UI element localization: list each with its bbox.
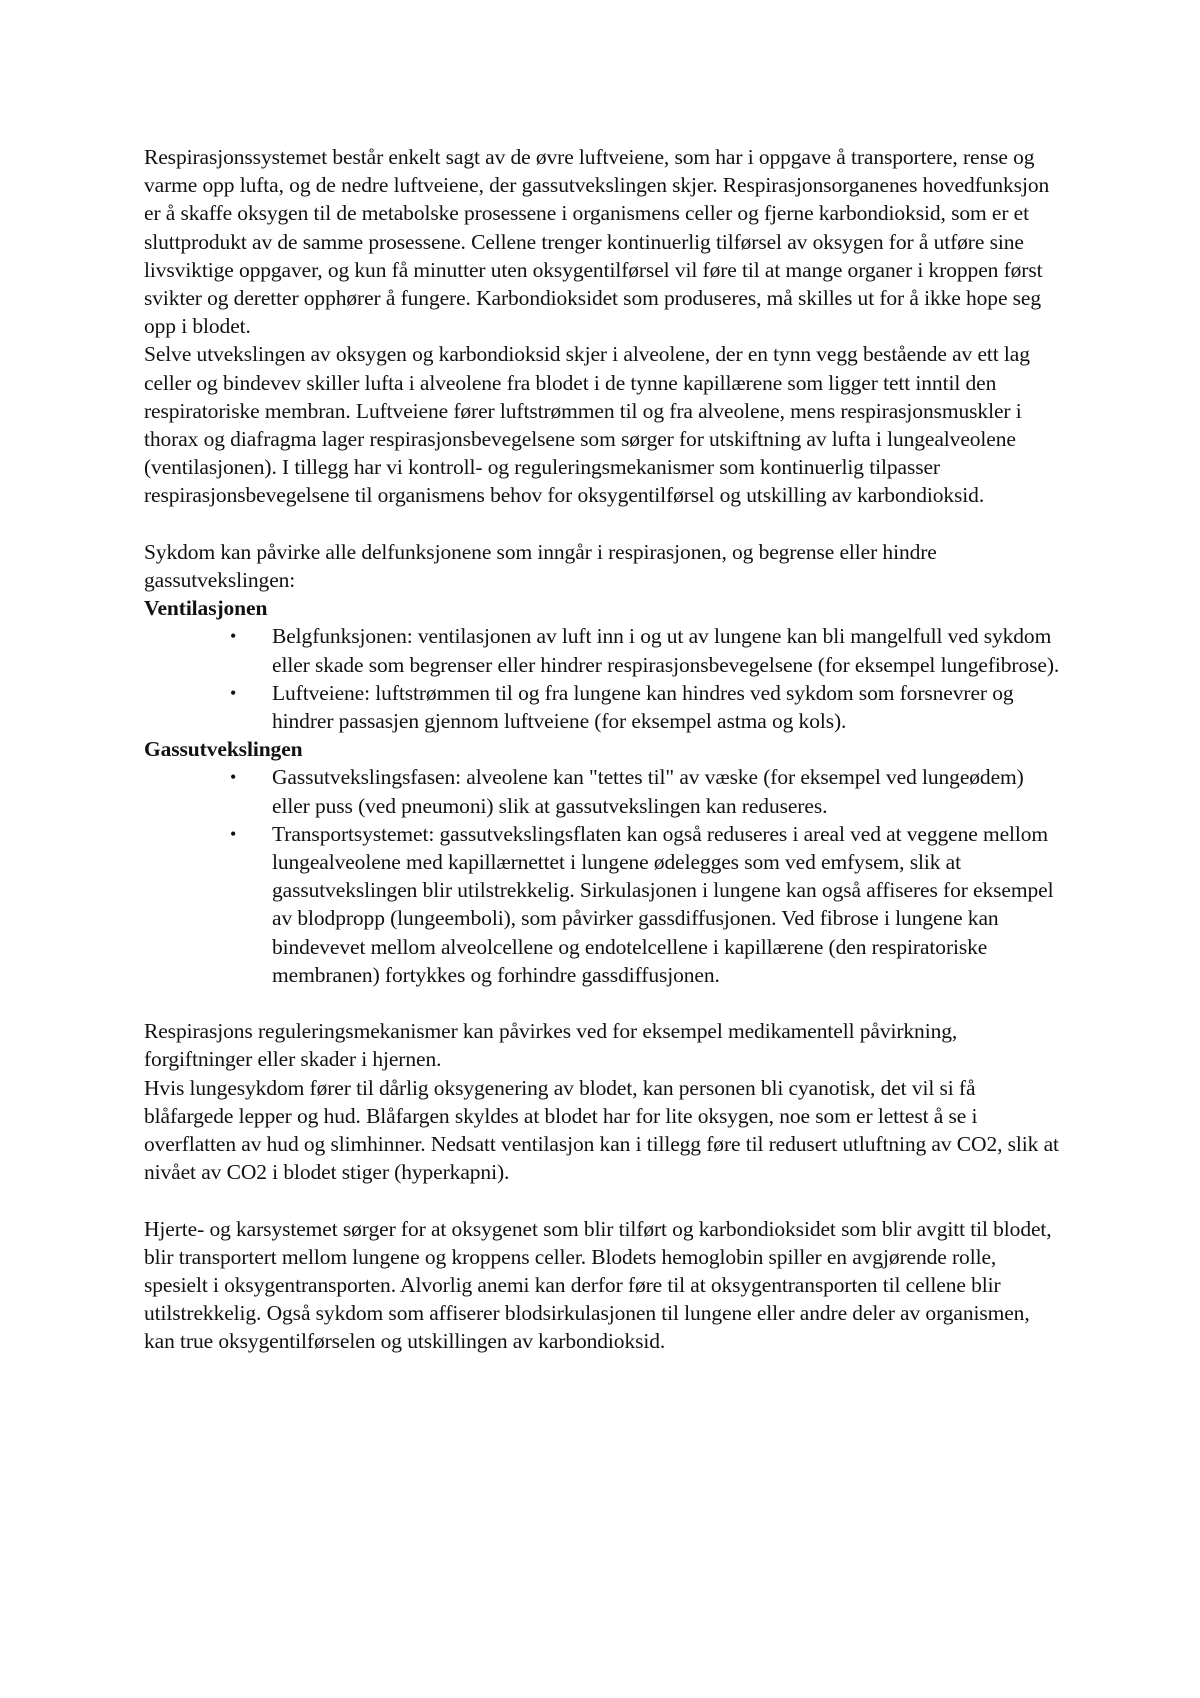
list-item-text: Belgfunksjonen: ventilasjonen av luft inn i og ut av lungene kan bli mangelfull ved sykdom eller skade som begrenser eller hindrer respirasjonsbevegelsene (for eksempel lungefibrose). xyxy=(272,624,1060,677)
paragraph-spacer xyxy=(144,510,1064,538)
bullet-icon: • xyxy=(230,823,237,844)
cyanosis-paragraph: Hvis lungesykdom fører til dårlig oksygenering av blodet, kan personen bli cyanotisk, det vil si få blåfargede lepper og hud. Blåfargen skyldes at blodet har for lite oksygen, noe som er lettest å se i overflatten av hud og slimhinner. Nedsatt ventilasjon kan i tillegg føre til redusert utluftning av CO2, slik at nivået av CO2 i blodet stiger (hyperkapni). xyxy=(144,1075,1059,1185)
bullet-icon: • xyxy=(230,626,237,647)
paragraph-spacer xyxy=(144,1186,1064,1214)
ventilation-heading: Ventilasjonen xyxy=(144,596,268,621)
list-item-text: Gassutvekslingsfasen: alveolene kan "tettes til" av væske (for eksempel ved lungeødem) eller puss (ved pneumoni) slik at gassutvekslingen kan reduseres. xyxy=(272,765,1024,818)
paragraph-spacer xyxy=(144,989,1064,1017)
list-item xyxy=(144,622,1064,678)
list-item xyxy=(144,679,1064,735)
bullet-icon: • xyxy=(230,767,237,788)
document-page xyxy=(144,143,1064,1356)
regulation-paragraph: Respirasjons reguleringsmekanismer kan påvirkes ved for eksempel medikamentell påvirkning, forgiftninger eller skader i hjernen. xyxy=(144,1019,958,1072)
ventilation-list xyxy=(144,622,1064,735)
disease-intro-paragraph: Sykdom kan påvirke alle delfunksjonene som inngår i respirasjonen, og begrense eller hindre gassutvekslingen: xyxy=(144,539,937,593)
intro-paragraph-2: Selve utvekslingen av oksygen og karbondioksid skjer i alveolene, der en tynn vegg bestående av ett lag celler og bindevev skiller lufta i alveolene fra blodet i de tynne kapillærene som ligger tett inntil den respiratoriske membran. Luftveiene fører luftstrømmen til og fra alveolene, mens respirasjonsmuskler i thorax og diafragma lager respirasjonsbevegelsene som sørger for utskiftning av lufta i lungealveolene (ventilasjonen). I tillegg har vi kontroll- og reguleringsmekanismer som kontinuerlig tilpasser respirasjonsbevegelsene til organismens behov for oksygentilførsel og utskilling av karbondioksid. xyxy=(144,342,1030,508)
intro-paragraph-1: Respirasjonssystemet består enkelt sagt av de øvre luftveiene, som har i oppgave å transportere, rense og varme opp lufta, og de nedre luftveiene, der gassutvekslingen skjer. Respirasjonsorganenes hovedfunksjon er å skaffe oksygen til de metabolske prosessene i organismens celler og fjerne karbondioksid, som er et sluttprodukt av de samme prosessene. Cellene trenger kontinuerlig tilførsel av oksygen for å utføre sine livsviktige oppgaver, og kun få minutter uten oksygentilførsel vil føre til at mange organer i kroppen først svikter og deretter opphører å fungere. Karbondioksidet som produseres, må skilles ut for å ikke hope seg opp i blodet. xyxy=(144,145,1050,339)
heart-paragraph: Hjerte- og karsystemet sørger for at oksygenet som blir tilført og karbondioksidet som blir avgitt til blodet, blir transportert mellom lungene og kroppens celler. Blodets hemoglobin spiller en avgjørende rolle, spesielt i oksygentransporten. Alvorlig anemi kan derfor føre til at oksygentransporten til cellene blir utilstrekkelig. Også sykdom som affiserer blodsirkulasjonen til lungene eller andre deler av organismen, kan true oksygentilførselen og utskillingen av karbondioksid. xyxy=(144,1216,1052,1354)
bullet-icon: • xyxy=(230,682,237,703)
list-item xyxy=(144,763,1064,819)
gas-exchange-list xyxy=(144,763,1064,989)
gas-exchange-heading: Gassutvekslingen xyxy=(144,737,303,762)
list-item-text: Luftveiene: luftstrømmen til og fra lungene kan hindres ved sykdom som forsnevrer og hindrer passasjen gjennom luftveiene (for eksempel astma og kols). xyxy=(272,680,1014,734)
list-item xyxy=(144,820,1064,989)
list-item-text: Transportsystemet: gassutvekslingsflaten kan også reduseres i areal ved at veggene mellom lungealveolene med kapillærnettet i lungene ødelegges som ved emfysem, slik at gassutvekslingen blir utilstrekkelig. Sirkulasjonen i lungene kan også affiseres for eksempel av blodpropp (lungeemboli), som påvirker gassdiffusjonen. Ved fibrose i lungene kan bindevevet mellom alveolcellene og endotelcellene i kapillærene (den respiratoriske membranen) fortykkes og forhindre gassdiffusjonen. xyxy=(272,821,1054,987)
